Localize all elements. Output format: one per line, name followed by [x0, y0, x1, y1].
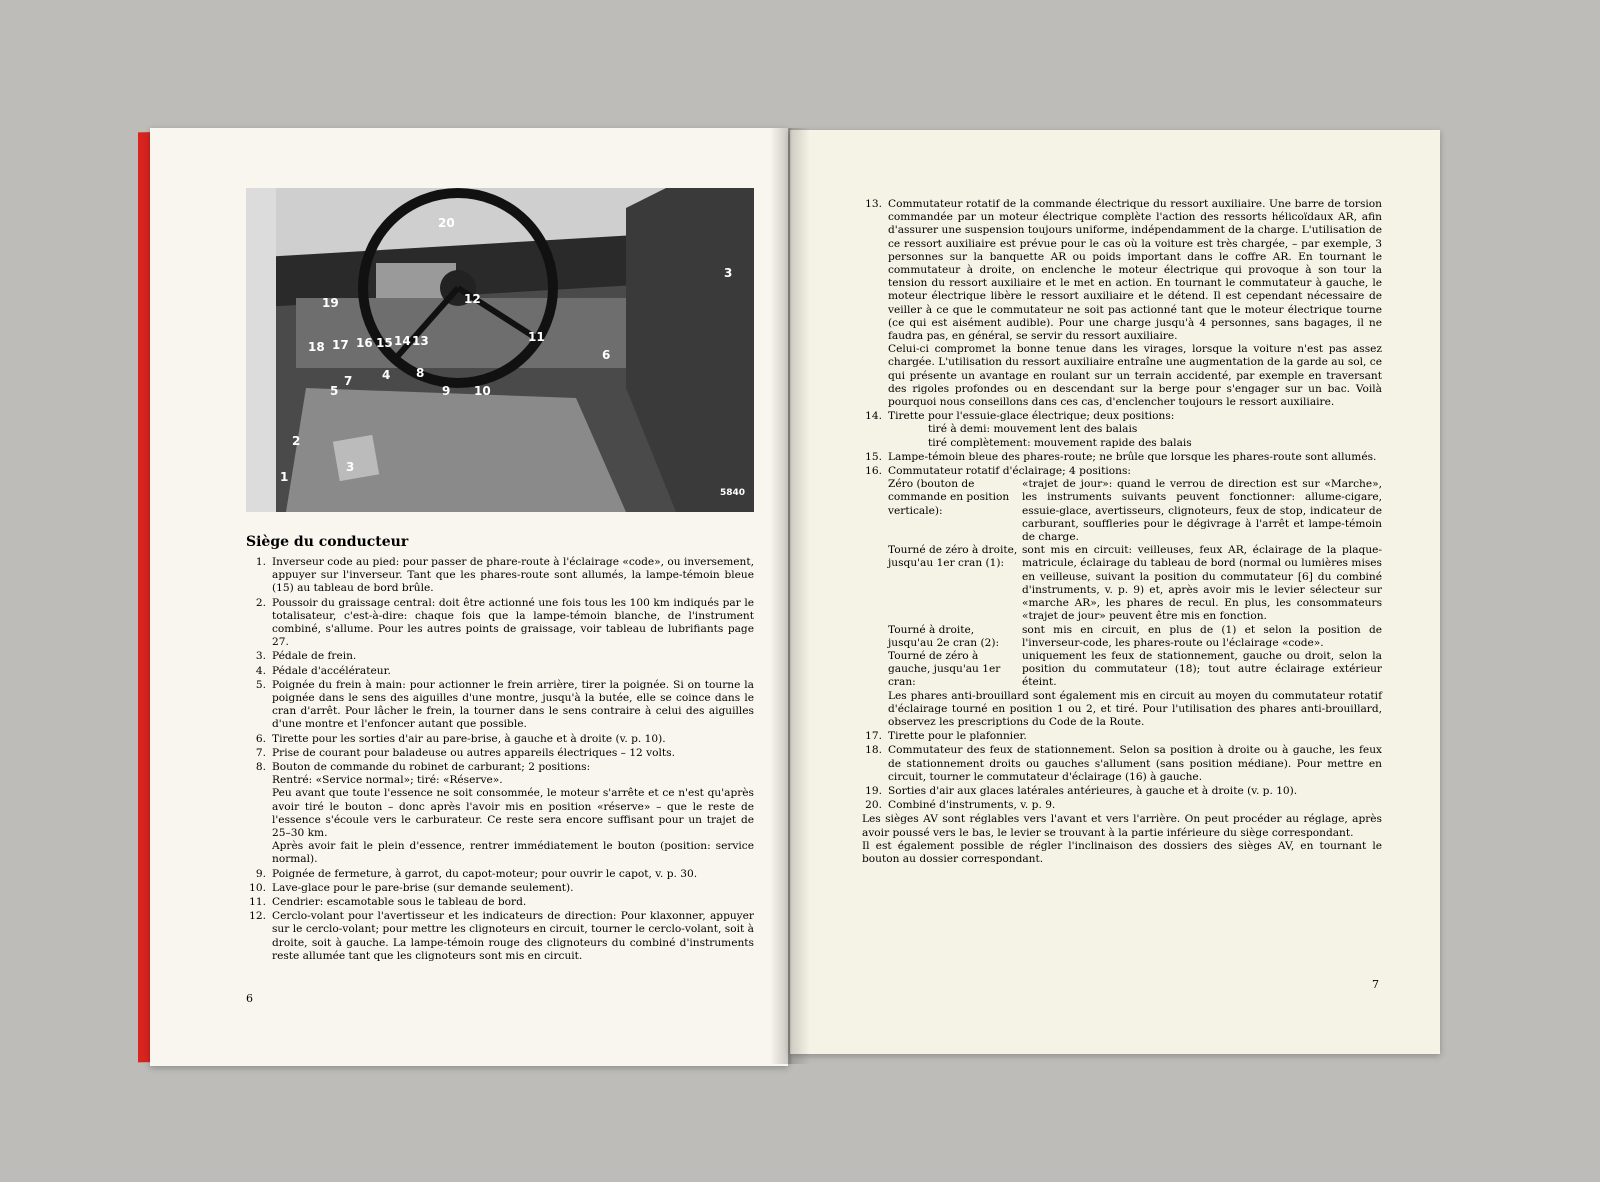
- switch-position-row: [884, 624, 1382, 650]
- list-item: [246, 556, 754, 596]
- list-item: [246, 733, 754, 746]
- item-number: 10.: [249, 881, 266, 894]
- photo-label-19: 19: [322, 296, 339, 310]
- list-item: [246, 597, 754, 650]
- switch-position-desc: sont mis en circuit: veilleuses, feux AR, éclairage de la plaque-matricule, éclairage du tableau de bord (normal ou lumières mises en veilleuse, suivant la position du commutateur [6] du combiné d'instruments, v. p. 9) et, après avoir mis le levier sélecteur sur «marche AR», les phares de recul. En plus, les consommateurs «trajet de jour» peuvent être mis en fonction.: [1022, 544, 1382, 623]
- switch-position-label: Zéro (bouton de commande en position verticale):: [888, 478, 1010, 517]
- item-number: 18.: [865, 744, 882, 757]
- list-item: [246, 868, 754, 881]
- page-number-right: 7: [1372, 978, 1379, 991]
- photo-label-8: 8: [416, 366, 425, 380]
- item-subline: Après avoir fait le plein d'essence, rentrer immédiatement le bouton (position: service normal).: [272, 840, 754, 866]
- item-number: 3.: [255, 650, 266, 663]
- item-number: 1.: [255, 556, 266, 568]
- right-item-list: [862, 198, 1382, 866]
- switch-position-label: Tourné à droite, jusqu'au 2e cran (2):: [888, 623, 1000, 649]
- item-number: 2.: [255, 596, 266, 609]
- left-item-list: [246, 556, 754, 964]
- photo-label-3-top: 3: [724, 266, 733, 280]
- switch-position-row: [884, 544, 1382, 623]
- list-item: [862, 785, 1382, 798]
- photo-label-9: 9: [442, 384, 451, 398]
- list-item: [246, 665, 754, 678]
- photo-label-2: 2: [292, 434, 301, 448]
- item-text: Commutateur des feux de stationnement. Selon sa position à droite ou à gauche, les feux de stationnement droits ou gauches s'allument (sans position médiane). Pour mettre en circuit, tourner le commutateur d'éclairage (16) à gauche.: [888, 744, 1382, 783]
- photo-label-13: 13: [412, 334, 429, 348]
- item-number: 20.: [865, 799, 882, 812]
- item-subline: tiré à demi: mouvement lent des balais: [928, 423, 1138, 436]
- list-item: [246, 747, 754, 760]
- item-number: 4.: [255, 664, 266, 677]
- photo-label-3-pedal: 3: [346, 460, 355, 474]
- item-text: Tirette pour l'essuie-glace électrique; deux positions:: [888, 410, 1175, 423]
- item-number: 17.: [865, 730, 882, 743]
- item-number: 9.: [255, 867, 266, 880]
- item-text: Poussoir du graissage central: doit être actionné une fois tous les 100 km indiqués par le totalisateur, c'est-à-dire: chaque fois que la lampe-témoin blanche, de l'instrument combiné, s'allume. Pour les autres points de graissage, voir tableau de lubrifiants page 27.: [272, 596, 754, 649]
- switch-position-label: Tourné de zéro à gauche, jusqu'au 1er cran:: [888, 649, 1001, 689]
- item-text: Cerclo-volant pour l'avertisseur et les indicateurs de direction: Pour klaxonner, appuyer sur le cerclo-volant; pour mettre les clignoteurs en circuit, tourner le cerclo-volant, soit à droite, soit à gauche. La lampe-témoin rouge des clignoteurs du combiné d'instruments reste allumée tant que les clignoteurs sont mis en circuit.: [272, 910, 754, 962]
- switch-position-desc: sont mis en circuit, en plus de (1) et selon la position de l'inverseur-code, les phares-route ou l'éclairage «code».: [1022, 623, 1382, 649]
- seat-adjust-paragraph: Les sièges AV sont réglables vers l'avant et vers l'arrière. On peut procéder au réglage, après avoir poussé vers le bas, le levier se trouvant à la partie inférieure du siège correspondant.: [862, 813, 1382, 839]
- list-item: [246, 679, 754, 732]
- item-number: 8.: [255, 761, 266, 774]
- backrest-paragraph: Il est également possible de régler l'inclinaison des dossiers des sièges AV, en tournant le bouton au dossier correspondant.: [862, 839, 1382, 865]
- photo-label-20: 20: [438, 216, 455, 230]
- photo-code: 5840: [720, 488, 746, 498]
- item-number: 11.: [249, 896, 266, 909]
- item-subline: Peu avant que toute l'essence ne soit consommée, le moteur s'arrête et ce n'est qu'après avoir tiré le bouton – donc après l'avoir mis en position «réserve» – que le reste de l'essence s'écoule vers le carburateur. Ce reste sera encore suffisant pour un trajet de 25–30 km.: [272, 787, 754, 840]
- item-number: 5.: [255, 678, 266, 691]
- list-item: [862, 799, 1382, 812]
- item-text: Bouton de commande du robinet de carburant; 2 positions:: [272, 761, 591, 774]
- switch-position-desc: «trajet de jour»: quand le verrou de direction est sur «Marche», les instruments suivants peuvent fonctionner: allume-cigare, essuie-glace, avertisseurs, clignoteurs, feux de stop, indicateur de carburant, souffleries pour le dégivrage à l'arrêt et lampe-témoin de charge.: [1022, 478, 1382, 544]
- photo-label-1: 1: [280, 470, 289, 484]
- list-item: [246, 650, 754, 663]
- item-text: Inverseur code au pied: pour passer de phare-route à l'éclairage «code», ou inversement, appuyer sur l'inverseur. Tant que les phares-route sont allumés, la lampe-témoin bleue (15) au tableau de bord brûle.: [272, 556, 754, 595]
- page-number-left: 6: [246, 992, 253, 1005]
- list-item: [246, 910, 754, 963]
- item-text: Tirette pour les sorties d'air au pare-brise, à gauche et à droite (v. p. 10).: [272, 732, 666, 745]
- item-number: 7.: [255, 746, 266, 759]
- switch-position-label: Tourné de zéro à droite, jusqu'au 1er cran (1):: [888, 544, 1018, 570]
- item-number: 12.: [249, 910, 266, 923]
- list-item: [246, 896, 754, 909]
- item-text: Commutateur rotatif d'éclairage; 4 positions:: [888, 465, 1131, 478]
- photo-label-4: 4: [382, 368, 391, 382]
- item-text: Poignée du frein à main: pour actionner le frein arrière, tirer la poignée. Si on tourne la poignée dans le sens des aiguilles d'une montre, jusqu'à la butée, elle se coince dans le cran d'arrêt. Pour lâcher le frein, la tourner dans le sens contraire à celui des aiguilles d'une montre et l'enfoncer autant que possible.: [272, 678, 754, 731]
- item-text: Combiné d'instruments, v. p. 9.: [888, 799, 1056, 812]
- list-item: [862, 198, 1382, 409]
- list-item: [246, 761, 754, 867]
- photo-label-5: 5: [330, 384, 339, 398]
- list-item: [246, 882, 754, 895]
- photo-label-11: 11: [528, 330, 545, 344]
- photo-label-16: 16: [356, 336, 373, 350]
- item-text: Lave-glace pour le pare-brise (sur demande seulement).: [272, 881, 574, 894]
- photo-label-12: 12: [464, 292, 481, 306]
- item-text: Pédale d'accélérateur.: [272, 664, 391, 677]
- dashboard-photo: [246, 188, 754, 512]
- item-subline: Rentré: «Service normal»; tiré: «Réserve».: [272, 774, 503, 787]
- section-heading: Siège du conducteur: [246, 534, 409, 550]
- list-item: [862, 465, 1382, 729]
- list-item: [862, 744, 1382, 784]
- photo-label-15: 15: [376, 336, 393, 350]
- list-item: [862, 451, 1382, 464]
- photo-label-18: 18: [308, 340, 325, 354]
- item-number: 19.: [865, 784, 882, 797]
- item-subline: tiré complètement: mouvement rapide des balais: [928, 436, 1192, 449]
- photo-label-10: 10: [474, 384, 491, 398]
- item-text: Tirette pour le plafonnier.: [888, 730, 1027, 743]
- list-item: [862, 730, 1382, 743]
- list-item: [862, 410, 1382, 450]
- item-text: Cendrier: escamotable sous le tableau de bord.: [272, 896, 527, 909]
- item-number: 16.: [865, 465, 882, 478]
- photo-label-14: 14: [394, 334, 411, 348]
- item-number: 15.: [865, 450, 882, 463]
- item-text: Pédale de frein.: [272, 650, 357, 663]
- switch-position-row: [884, 478, 1382, 544]
- switch-position-row: [884, 650, 1382, 690]
- item-text-continued: Celui-ci compromet la bonne tenue dans les virages, lorsque la voiture n'est pas assez chargée. L'utilisation du ressort auxiliaire entraîne une augmentation de la garde au sol, ce qui présente un avantage en roulant sur un terrain accidenté, par exemple en traversant des rigoles profondes ou en descendant sur la berge pour s'engager sur un bac. Voilà pourquoi nous conseillons dans ces cas, d'enclencher toujours le ressort auxiliaire.: [888, 343, 1382, 409]
- item-number: 6.: [255, 732, 266, 745]
- item-text: Prise de courant pour baladeuse ou autres appareils électriques – 12 volts.: [272, 746, 675, 759]
- item-number: 14.: [865, 410, 882, 423]
- item-text: Poignée de fermeture, à garrot, du capot-moteur; pour ouvrir le capot, v. p. 30.: [272, 867, 698, 880]
- item-note: Les phares anti-brouillard sont également mis en circuit au moyen du commutateur rotatif d'éclairage tourné en position 1 ou 2, et tiré. Pour l'utilisation des phares anti-brouillard, observez les prescriptions du Code de la Route.: [888, 689, 1382, 728]
- photo-label-6: 6: [602, 348, 611, 362]
- photo-label-17: 17: [332, 338, 349, 352]
- item-text: Sorties d'air aux glaces latérales antérieures, à gauche et à droite (v. p. 10).: [888, 784, 1298, 797]
- item-number: 13.: [865, 198, 882, 210]
- photo-label-7: 7: [344, 374, 353, 388]
- switch-position-desc: uniquement les feux de stationnement, gauche ou droit, selon la position du commutateur (18); tout autre éclairage extérieur éteint.: [1022, 649, 1382, 689]
- item-text: Lampe-témoin bleue des phares-route; ne brûle que lorsque les phares-route sont allumés.: [888, 450, 1377, 463]
- item-text: Commutateur rotatif de la commande électrique du ressort auxiliaire. Une barre de torsion commandée par un moteur électrique complète l'action des ressorts hélicoïdaux AR, afin d'assurer une suspension toujours uniforme, indépendamment de la charge. L'utilisation de ce ressort auxiliaire est prévue pour le cas où la voiture est très chargée, – par exemple, 3 personnes sur la banquette AR ou poids important dans le coffre AR. En tournant le commutateur à droite, on enclenche le moteur électrique qui provoque à son tour la tension du ressort auxiliaire et le met en action. En tournant le commutateur à gauche, le moteur électrique libère le ressort auxiliaire et le détend. Il est cependant nécessaire de veiller à ce que le commutateur ne soit pas actionné tant que le moteur électrique tourne (ce qui est aisément audible). Pour une charge jusqu'à 4 personnes, sans bagages, il ne faudra pas, en général, se servir du ressort auxiliaire.: [888, 198, 1382, 343]
